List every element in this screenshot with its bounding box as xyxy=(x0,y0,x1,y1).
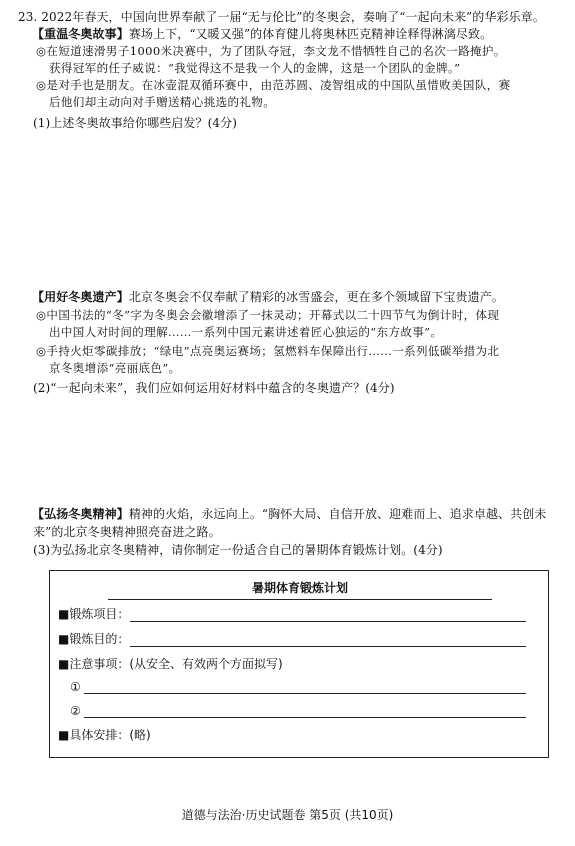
plan-title: 暑期体育锻炼计划 xyxy=(251,581,348,595)
section1-item2-line1: ◎是对手也是朋友。在冰壶混双循环赛中，由范苏圆、凌智组成的中国队虽惜败美国队，赛 xyxy=(36,78,511,92)
section1-item2-line2: 后他们却主动向对手赠送精心挑选的礼物。 xyxy=(49,95,276,109)
section2-header xyxy=(32,289,504,305)
question-stem: 23. 2022年春天，中国向世界奉献了一届“无与伦比”的冬奥会，奏响了“一起向未来”的华彩乐章。 xyxy=(18,10,545,24)
plan-notes-label: ■注意事项：(从安全、有效两个方面拟写) xyxy=(58,657,283,671)
section1-question: (1)上述冬奥故事给你哪些启发？(4分) xyxy=(33,116,237,130)
plan-schedule-label: ■具体安排：(略) xyxy=(58,728,151,742)
section3-intro-line1: 精神的火焰，永远向上。“胸怀大局、自信开放、迎难而上、追求卓越、共创未 xyxy=(128,507,547,521)
section1-item1-line2: 获得冠军的任子威说：“我觉得这不是我一个人的金牌，这是一个团队的金牌。” xyxy=(49,61,461,75)
section1-item1-line1: ◎在短道速滑男子1000米决赛中，为了团队夺冠，李文龙不惜牺牲自己的名次一路掩护。 xyxy=(36,44,506,58)
section2-item2-line1: ◎手持火炬零碳排放；“绿电”点亮奥运赛场；氢燃料车保障出行……一系列低碳举措为北 xyxy=(36,344,500,358)
plan-project-label: ■锻炼项目： xyxy=(58,607,130,621)
section3-intro-line2: 来”的北京冬奥精神照亮奋进之路。 xyxy=(33,525,221,539)
plan-note2-answer-line[interactable] xyxy=(84,717,526,718)
section2-item1-line1: ◎中国书法的“冬”字为冬奥会会徽增添了一抹灵动；开幕式以二十四节气为倒计时，体现 xyxy=(36,308,500,322)
section2-item1-line2: 出中国人对时间的理解……一系列中国元素讲述着匠心独运的“东方故事”。 xyxy=(49,325,443,339)
section3-heading: 【弘扬冬奥精神】 xyxy=(32,507,129,521)
section2-intro: 北京冬奥会不仅奉献了精彩的冰雪盛会，更在多个领域留下宝贵遗产。 xyxy=(128,290,504,304)
plan-goal-answer-line[interactable] xyxy=(130,646,526,647)
section3-question: (3)为弘扬北京冬奥精神，请你制定一份适合自己的暑期体育锻炼计划。(4分) xyxy=(33,543,443,557)
page-footer: 道德与法治·历史试题卷 第5页 (共10页) xyxy=(181,808,394,822)
plan-note1-answer-line[interactable] xyxy=(84,693,526,694)
section1-heading: 【重温冬奥故事】 xyxy=(32,27,129,41)
exercise-plan-box xyxy=(49,570,549,758)
section2-heading: 【用好冬奥遗产】 xyxy=(32,290,129,304)
section2-question: (2)“一起向未来”，我们应如何运用好材料中蕴含的冬奥遗产？(4分) xyxy=(33,381,395,395)
plan-note2-marker: ② xyxy=(70,704,81,718)
plan-note1-marker: ① xyxy=(70,680,81,694)
plan-goal-label: ■锻炼目的： xyxy=(58,632,130,646)
section1-header xyxy=(32,26,492,42)
plan-title-divider xyxy=(108,599,492,600)
section3-header xyxy=(32,506,546,522)
section2-item2-line2: 京冬奥增添“亮丽底色”。 xyxy=(49,361,181,375)
section1-intro: 赛场上下，“又暖又强”的体育健儿将奥林匹克精神诠释得淋漓尽致。 xyxy=(128,27,493,41)
plan-project-answer-line[interactable] xyxy=(130,621,526,622)
